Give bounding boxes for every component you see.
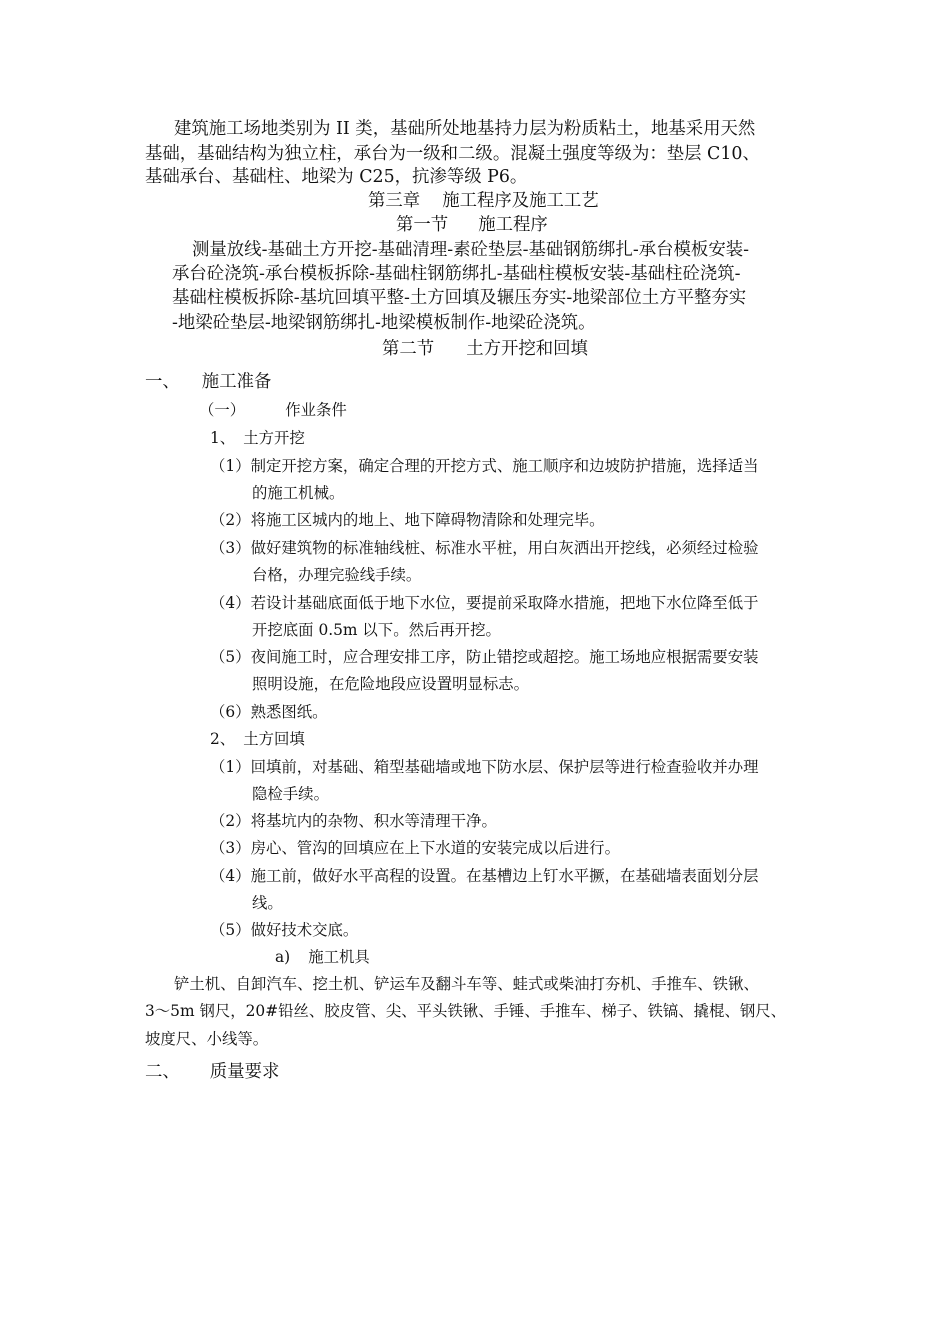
intro-line-1: 建筑施工场地类别为 II 类，基础所处地基持力层为粉质粘土，地基采用天然 [174, 119, 756, 139]
procedure-line-2: 承台砼浇筑-承台模板拆除-基础柱钢筋绑扎-基础柱模板安装-基础柱砼浇筑- [172, 264, 741, 284]
sub-1-heading [199, 398, 347, 422]
list-number: （3） [210, 539, 251, 557]
list-item [210, 700, 328, 724]
chapter-title: 施工程序及施工工艺 [442, 191, 599, 211]
list-number: （1） [210, 457, 251, 475]
tools-heading [275, 945, 370, 969]
list-number: （6） [210, 703, 251, 721]
list-number: （4） [210, 867, 251, 885]
tools-line-3: 坡度尺、小线等。 [145, 1030, 269, 1048]
section-2-heading [382, 337, 588, 361]
list-number: （2） [210, 812, 251, 830]
list-number: （5） [210, 648, 251, 666]
part-1-title: 施工准备 [201, 372, 272, 392]
tools-title: 施工机具 [308, 948, 370, 966]
list-text: 回填前，对基础、箱型基础墙或地下防水层、保护层等进行检查验收并办理 [250, 758, 759, 776]
list-text: 将施工区城内的地上、地下障碍物清除和处理完毕。 [250, 511, 605, 529]
list-item [210, 508, 605, 532]
chapter-number: 第三章 [368, 191, 421, 211]
list-item-continuation: 的施工机械。 [252, 484, 345, 502]
section-1-number: 第一节 [396, 215, 449, 235]
item-2-title: 土方回填 [243, 730, 305, 748]
list-item [210, 836, 620, 860]
part-1-heading [145, 370, 271, 394]
procedure-line-3: 基础柱模板拆除-基坑回填平整-土方回填及辗压夯实-地梁部位土方平整夯实 [172, 288, 747, 308]
item-2-heading [210, 727, 305, 751]
list-text: 做好技术交底。 [250, 921, 359, 939]
tools-line-1: 铲土机、自卸汽车、挖土机、铲运车及翻斗车等、蛙式或柴油打夯机、手推车、铁锹、 [174, 975, 759, 993]
list-item [210, 864, 758, 888]
part-2-number: 二、 [145, 1062, 180, 1082]
list-item-continuation: 线。 [252, 894, 283, 912]
section-2-number: 第二节 [382, 339, 435, 359]
list-text: 制定开挖方案，确定合理的开挖方式、施工顺序和边坡防护措施，选择适当 [250, 457, 759, 475]
list-item-continuation: 开挖底面 0.5m 以下。然后再开挖。 [252, 621, 501, 639]
tools-number: a) [275, 948, 291, 966]
list-text: 房心、管沟的回填应在上下水道的安装完成以后进行。 [250, 839, 620, 857]
sub-1-number: （一） [199, 401, 246, 419]
list-number: （1） [210, 758, 251, 776]
list-text: 若设计基础底面低于地下水位，要提前采取降水措施，把地下水位降至低于 [250, 594, 759, 612]
item-2-number: 2、 [210, 730, 236, 748]
list-item [210, 645, 758, 669]
section-1-heading [396, 213, 548, 237]
list-item-continuation: 隐检手续。 [252, 785, 329, 803]
list-number: （5） [210, 921, 251, 939]
list-text: 熟悉图纸。 [250, 703, 328, 721]
sub-1-title: 作业条件 [285, 401, 347, 419]
chapter-heading [368, 189, 599, 213]
section-1-title: 施工程序 [478, 215, 548, 235]
tools-line-2: 3～5m 钢尺，20#铅丝、胶皮管、尖、平头铁锹、手锤、手推车、梯子、铁镐、撬棍、钢尺、 [145, 1002, 787, 1020]
item-1-heading [210, 426, 305, 450]
list-item [210, 809, 497, 833]
list-text: 将基坑内的杂物、积水等清理干净。 [250, 812, 497, 830]
list-item [210, 918, 358, 942]
list-text: 夜间施工时，应合理安排工序，防止错挖或超挖。施工场地应根据需要安装 [250, 648, 759, 666]
item-1-title: 土方开挖 [243, 429, 305, 447]
procedure-line-4: -地梁砼垫层-地梁钢筋绑扎-地梁模板制作-地梁砼浇筑。 [172, 313, 596, 333]
section-2-title: 土方开挖和回填 [466, 339, 588, 359]
item-1-number: 1、 [210, 429, 236, 447]
procedure-line-1: 测量放线-基础土方开挖-基础清理-素砼垫层-基础钢筋绑扎-承台模板安装- [192, 240, 749, 260]
part-1-number: 一、 [145, 372, 180, 392]
part-2-title: 质量要求 [209, 1062, 280, 1082]
intro-line-2: 基础，基础结构为独立柱，承台为一级和二级。混凝土强度等级为：垫层 C10、 [145, 144, 760, 164]
list-text: 施工前，做好水平高程的设置。在基槽边上钉水平撅，在基础墙表面划分层 [250, 867, 759, 885]
part-2-heading [145, 1060, 279, 1084]
list-item-continuation: 照明设施，在危险地段应设置明显标志。 [252, 675, 530, 693]
list-item [210, 755, 758, 779]
list-text: 做好建筑物的标准轴线桩、标准水平桩，用白灰洒出开挖线，必须经过检验 [250, 539, 759, 557]
list-item-continuation: 台格，办理完验线手续。 [252, 566, 422, 584]
intro-line-3: 基础承台、基础柱、地梁为 C25，抗渗等级 P6。 [145, 167, 528, 187]
list-item [210, 536, 758, 560]
list-item [210, 454, 758, 478]
list-number: （3） [210, 839, 251, 857]
list-number: （2） [210, 511, 251, 529]
list-number: （4） [210, 594, 251, 612]
list-item [210, 591, 758, 615]
